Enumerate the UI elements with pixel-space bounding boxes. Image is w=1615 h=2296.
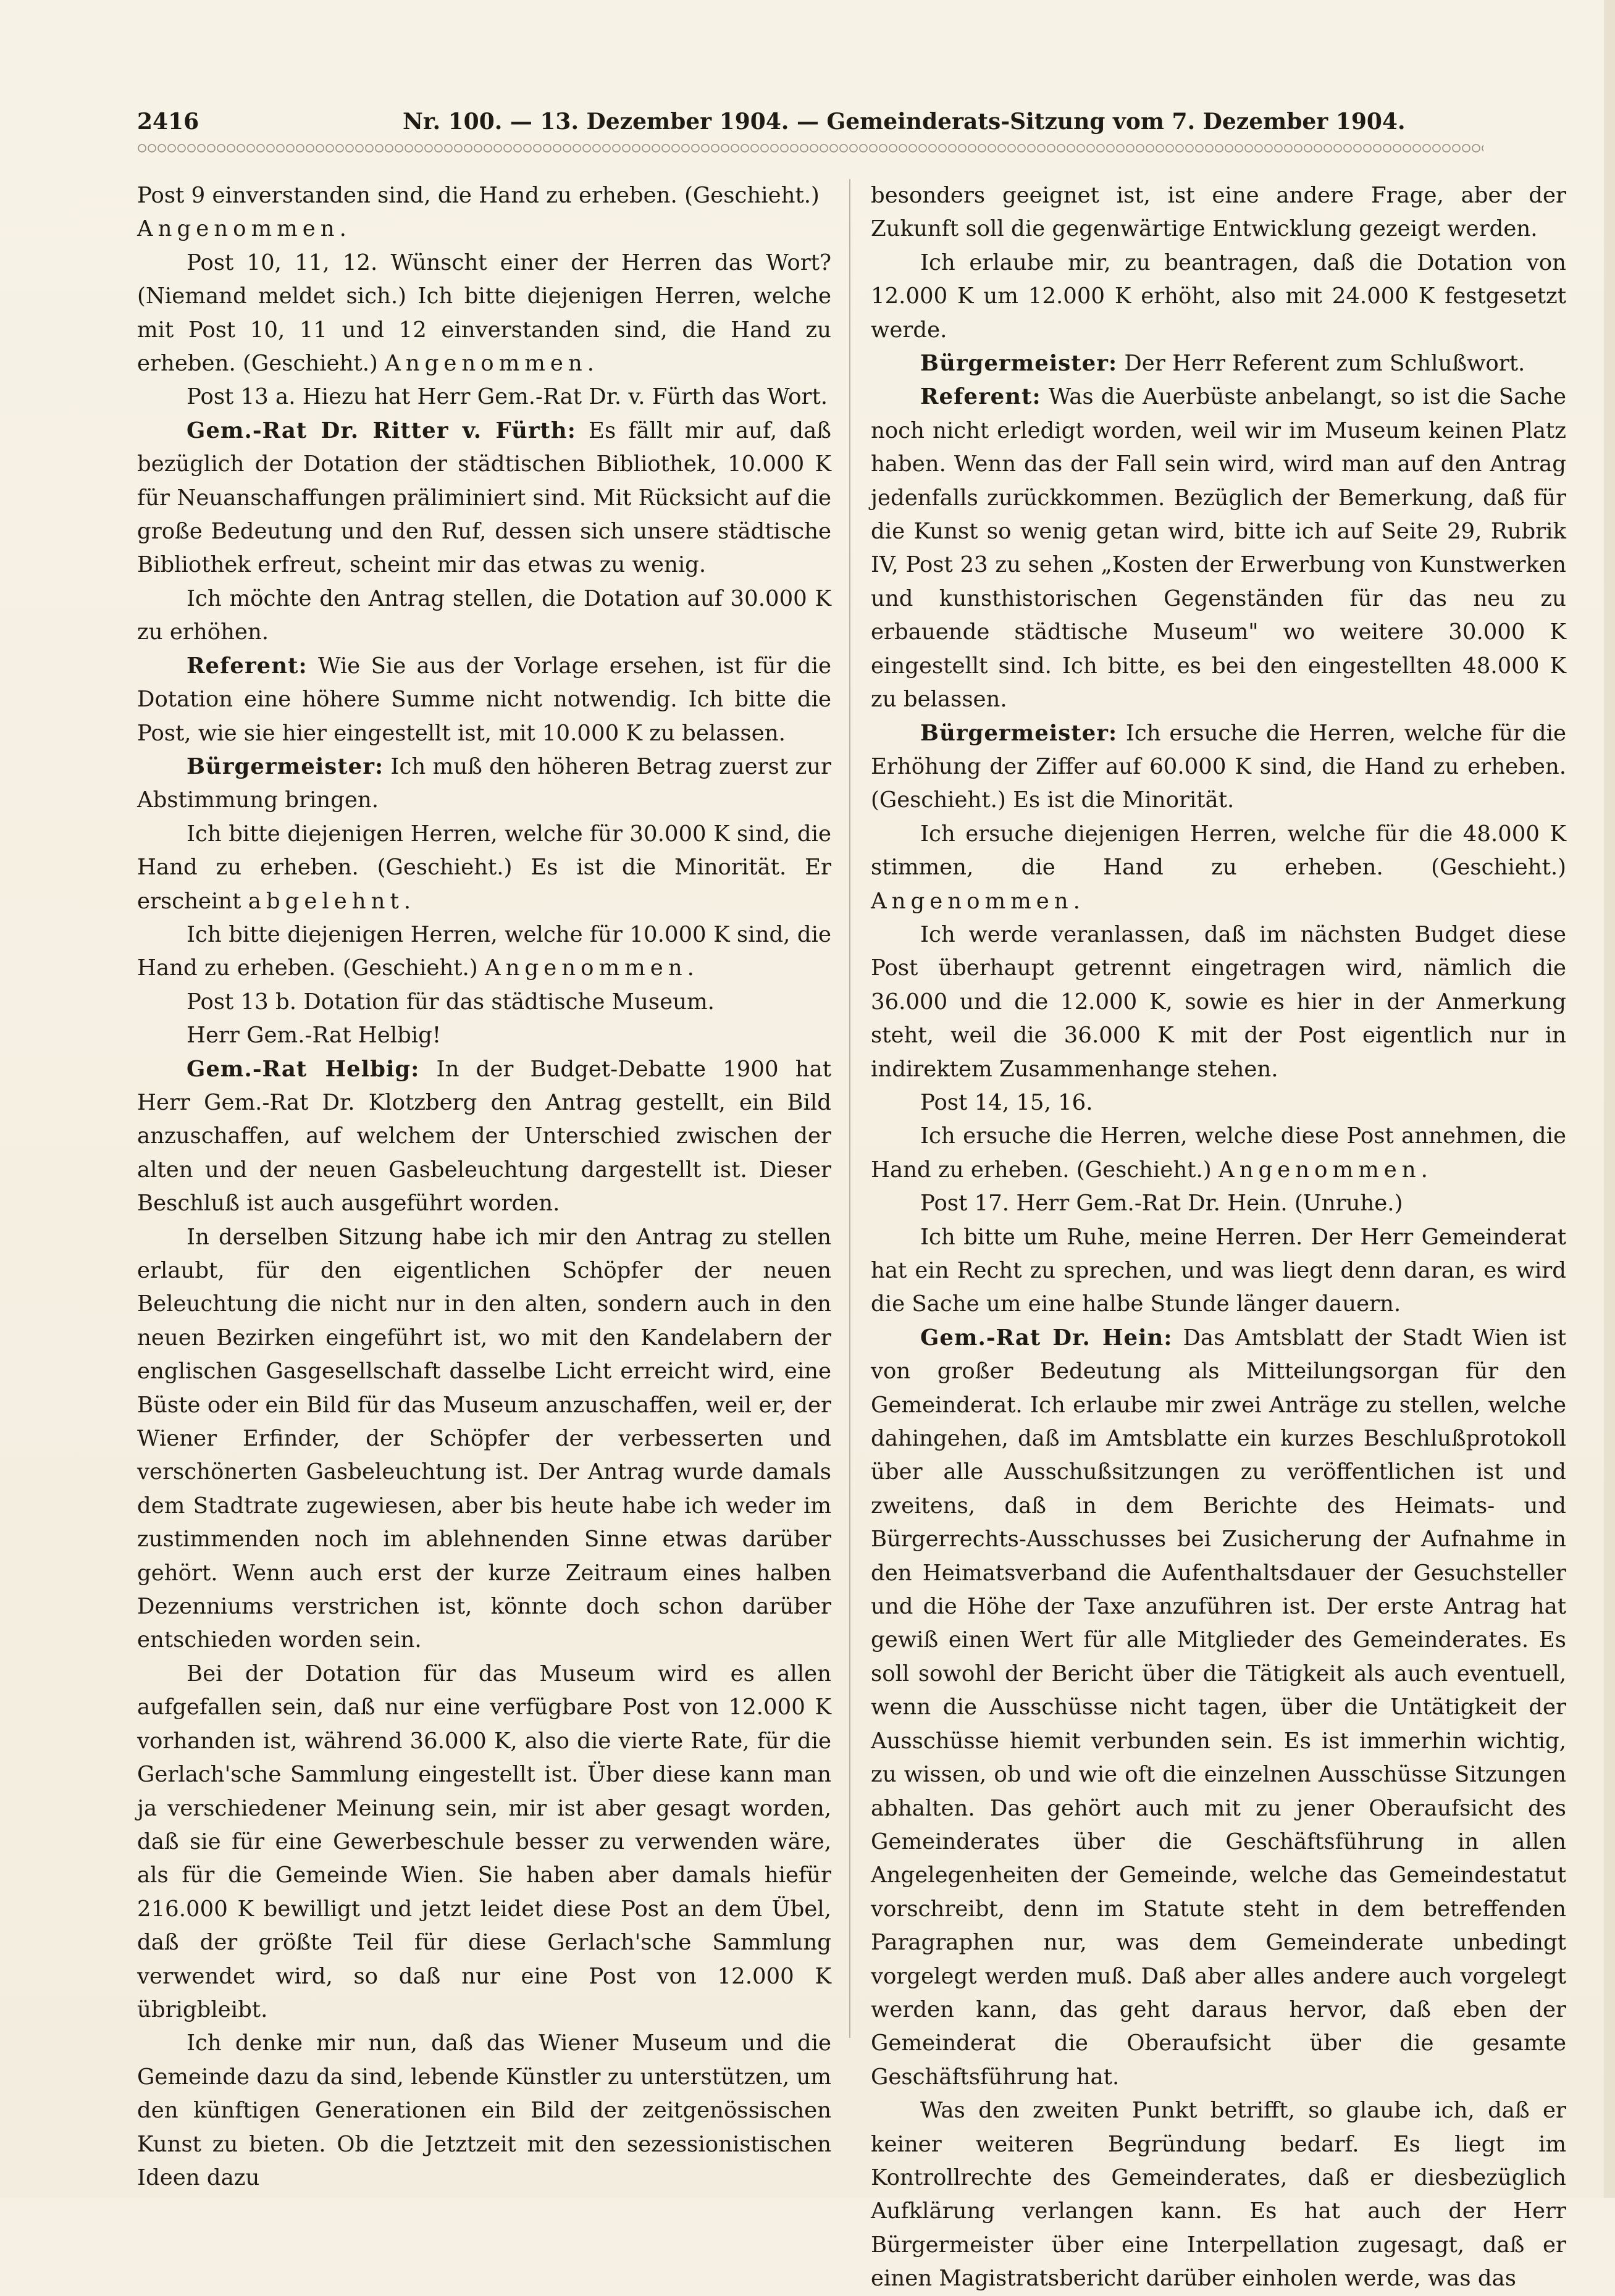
speaker-name: Referent: <box>187 653 308 679</box>
text-paragraph <box>137 818 831 918</box>
paragraph-text: Post 17. Herr Gem.-Rat Dr. Hein. (Unruhe.) <box>920 1191 1403 1217</box>
text-paragraph <box>871 818 1566 918</box>
page-header <box>137 104 1483 141</box>
paragraph-text: Ich erlaube mir, zu beantragen, daß die Dotation von 12.000 K um 12.000 K erhöht, also mit 24.000 K festgesetzt werde. <box>871 249 1566 343</box>
paragraph-text: Wie Sie aus der Vorlage ersehen, ist für die Dotation eine höhere Summe nicht notwendig. Ich bitte die Post, wie sie hier eingestellt ist, mit 10.000 K zu belassen. <box>137 653 831 746</box>
paragraph-text: Ich ersuche die Herren, welche diese Post annehmen, die Hand zu erheben. (Geschieht.) <box>871 1123 1566 1183</box>
text-paragraph <box>871 246 1566 347</box>
text-paragraph <box>137 918 831 986</box>
spaced-emphasis: Angenommen. <box>484 955 699 981</box>
text-paragraph <box>871 2094 1566 2295</box>
paragraph-text: Es fällt mir auf, daß bezüglich der Dotation der städtischen Bibliothek, 10.000 K für Neuanschaffungen präliminiert sind. Mit Rücksicht auf die große Bedeutung und den Ruf, dessen sich unsere städtische Bibliothek erfreut, scheint mir das etwas zu wenig. <box>137 417 832 578</box>
text-paragraph <box>137 380 831 414</box>
text-paragraph <box>871 179 1566 246</box>
speaker-name: Gem.-Rat Helbig: <box>187 1056 420 1082</box>
paragraph-text: Das Amtsblatt der Stadt Wien ist von großer Bedeutung als Mitteilungsorgan für den Gemeinderat. Ich erlaube mir zwei Anträge zu stellen, welche dahingehen, daß im Amtsblatte ein kurzes Beschlußprotokoll über alle Ausschußsitzungen zu veröffentlichen ist und zweitens, daß in dem Berichte des Heimats- und Bürgerrechts-Ausschusses bei Zusicherung der Aufnahme in den Heimatsverband die Aufenthaltsdauer der Gesuchsteller und die Höhe der Taxe anzuführen ist. Der erste Antrag hat gewiß einen Wert für alle Mitglieder des Gemeinderates. Es soll sowohl der Bericht über die Tätigkeit als auch eventuell, wenn die Ausschüsse nicht tagen, über die Untätigkeit der Ausschüsse hiemit verbunden sein. Es ist immerhin wichtig, zu wissen, ob und wie oft die einzelnen Ausschüsse Sitzungen abhalten. Das gehört auch mit zu jener Oberaufsicht des Gemeinderates über die Geschäftsführung in allen Angelegenheiten der Gemeinde, welche das Gemeindestatut vorschreibt, denn im Statute steht in dem betreffenden Paragraphen nur, was dem Gemeinderate unbedingt vorgelegt werden muß. Daß aber alles andere auch vorgelegt werden kann, das geht daraus hervor, daß eben der Gemeinderat die Oberaufsicht über die gesamte Geschäftsführung hat. <box>871 1325 1566 2090</box>
speech-paragraph <box>137 750 831 818</box>
paragraph-text: Ich denke mir nun, daß das Wiener Museum und die Gemeinde dazu da sind, lebende Künstler zu unterstützen, um den künftigen Generationen ein Bild der zeitgenössischen Kunst zu bieten. Ob die Jetztzeit mit den sezessionistischen Ideen dazu <box>137 2030 831 2190</box>
text-paragraph <box>137 1221 831 1657</box>
paragraph-text: besonders geeignet ist, ist eine andere Frage, aber der Zukunft soll die gegenwärtige Entwicklung gezeigt werden. <box>871 183 1566 242</box>
speech-paragraph <box>137 414 831 582</box>
text-paragraph <box>871 918 1566 1086</box>
spaced-emphasis: Angenommen. <box>137 216 351 242</box>
paragraph-text: Ich werde veranlassen, daß im nächsten Budget diese Post überhaupt getrennt eingetragen wird, nämlich die 36.000 und die 12.000 K, sowie es hier in der Anmerkung steht, weil die 36.000 K mit der Post eigentlich nur in indirektem Zusammenhange stehen. <box>871 921 1566 1082</box>
speaker-name: Bürgermeister: <box>920 351 1118 377</box>
text-paragraph <box>137 582 831 650</box>
speaker-name: Bürgermeister: <box>920 720 1118 746</box>
header-wavy-rule <box>137 143 1483 153</box>
page-number: 2416 <box>137 109 199 135</box>
text-paragraph <box>137 986 831 1019</box>
paragraph-text: Ich bitte um Ruhe, meine Herren. Der Herr Gemeinderat hat ein Recht zu sprechen, und was liegt denn daran, es wird die Sache um eine halbe Stunde länger dauern. <box>871 1224 1566 1317</box>
paragraph-text: Ich ersuche die Herren, welche für die Erhöhung der Ziffer auf 60.000 K sind, die Hand zu erheben. (Geschieht.) Es ist die Minorität. <box>871 720 1566 813</box>
paragraph-text: Ich möchte den Antrag stellen, die Dotation auf 30.000 K zu erhöhen. <box>137 585 831 645</box>
text-paragraph <box>137 179 831 212</box>
right-column <box>871 179 1566 2292</box>
speech-paragraph <box>871 380 1566 716</box>
speech-paragraph <box>137 650 831 750</box>
speaker-name: Referent: <box>920 384 1041 410</box>
column-divider <box>849 179 850 2038</box>
paragraph-text: Post 10, 11, 12. Wünscht einer der Herren das Wort? (Niemand meldet sich.) Ich bitte diejenigen Herren, welche mit Post 10, 11 und 12 einverstanden sind, die Hand zu erheben. (Geschieht.) <box>137 249 831 377</box>
text-paragraph <box>137 246 831 381</box>
text-paragraph <box>871 1086 1566 1120</box>
speech-paragraph <box>871 1322 1566 2094</box>
text-paragraph <box>137 1019 831 1052</box>
spaced-emphasis: Angenommen. <box>1218 1157 1433 1183</box>
paragraph-text: Ich ersuche diejenigen Herren, welche für die 48.000 K stimmen, die Hand zu erheben. (Geschieht.) <box>871 821 1566 881</box>
paragraph-text: Was den zweiten Punkt betrifft, so glaube ich, daß er keiner weiteren Begründung bedarf. Es liegt im Kontrollrechte des Gemeinderates, daß er diesbezüglich Aufklärung verlangen kann. Es hat auch der Herr Bürgermeister über eine Interpellation zugesagt, daß er einen Magistratsbericht darüber einholen werde, was das <box>871 2098 1566 2292</box>
page-header-title: Nr. 100. — 13. Dezember 1904. — Gemeinderats-Sitzung vom 7. Dezember 1904. <box>403 109 1406 135</box>
paragraph-text: In der Budget-Debatte 1900 hat Herr Gem.-Rat Dr. Klotzberg den Antrag gestellt, ein Bild anzuschaffen, auf welchem der Unterschied zwischen der alten und der neuen Gasbeleuchtung dargestellt ist. Dieser Beschluß ist auch ausgeführt worden. <box>137 1056 831 1217</box>
paragraph-text: Bei der Dotation für das Museum wird es allen aufgefallen sein, daß nur eine verfügbare Post von 12.000 K vorhanden ist, während 36.000 K, also die vierte Rate, für die Gerlach'sche Sammlung eingestellt ist. Über diese kann man ja verschiedener Meinung sein, mir ist aber gesagt worden, daß sie für eine Gewerbeschule besser zu verwenden wäre, als für die Gemeinde Wien. Sie haben aber damals hiefür 216.000 K bewilligt und jetzt leidet diese Post an dem Übel, daß der größte Teil für diese Gerlach'sche Sammlung verwendet wird, so daß nur eine Post von 12.000 K übrigbleibt. <box>137 1661 831 2022</box>
paragraph-text: Was die Auerbüste anbelangt, so ist die Sache noch nicht erledigt worden, weil wir im Museum keinen Platz haben. Wenn das der Fall sein wird, wird man auf den Antrag jedenfalls zurückkommen. Bezüglich der Bemerkung, daß für die Kunst so wenig getan wird, bitte ich auf Seite 29, Rubrik IV, Post 23 zu sehen „Kosten der Erwerbung von Kunstwerken und kunsthistorischen Gegenständen für das neu zu erbauende städtische Museum" wo weitere 30.000 K eingestellt sind. Ich bitte, es bei den eingestellten 48.000 K zu belassen. <box>871 384 1566 713</box>
text-paragraph <box>871 1120 1566 1187</box>
speaker-name: Bürgermeister: <box>187 753 384 779</box>
left-column <box>137 179 832 2190</box>
spaced-emphasis: Angenommen. <box>871 888 1085 914</box>
page-edge <box>1604 0 1615 2198</box>
speaker-name: Gem.-Rat Dr. Hein: <box>920 1325 1173 1351</box>
paragraph-text: Herr Gem.-Rat Helbig! <box>187 1023 442 1049</box>
paragraph-text: In derselben Sitzung habe ich mir den Antrag zu stellen erlaubt, für den eigentlichen Schöpfer der neuen Beleuchtung die nicht nur in den alten, sondern auch in den neuen Bezirken eingeführt ist, wo mit den Kandelabern der englischen Gasgesellschaft dasselbe Licht erreicht wird, eine Büste oder ein Bild für das Museum anzuschaffen, weil er, der Wiener Erfinder, der Schöpfer der verbesserten und verschönerten Gasbeleuchtung ist. Der Antrag wurde damals dem Stadtrate zugewiesen, aber bis heute habe ich weder im zustimmenden noch im ablehnenden Sinne etwas darüber gehört. Wenn auch erst der kurze Zeitraum eines halben Dezenniums verstrichen ist, könnte doch schon darüber entschieden worden sein. <box>137 1224 831 1653</box>
spaced-emphasis: Angenommen. <box>385 351 600 377</box>
text-paragraph <box>137 2027 831 2195</box>
speech-paragraph <box>871 717 1566 818</box>
paragraph-text: Ich bitte diejenigen Herren, welche für 10.000 K sind, die Hand zu erheben. (Geschieht.) <box>137 921 831 981</box>
speaker-name: Gem.-Rat Dr. Ritter v. Fürth: <box>187 417 576 443</box>
paragraph-text: Der Herr Referent zum Schlußwort. <box>1124 351 1525 377</box>
speech-paragraph <box>137 1053 831 1221</box>
paragraph-text: Post 13 a. Hiezu hat Herr Gem.-Rat Dr. v. Fürth das Wort. <box>187 384 828 410</box>
paragraph-text: Post 13 b. Dotation für das städtische Museum. <box>187 989 715 1015</box>
text-paragraph <box>871 1187 1566 1220</box>
text-paragraph <box>137 212 831 246</box>
text-paragraph <box>137 1657 831 2027</box>
speech-paragraph <box>871 347 1566 380</box>
paragraph-text: Post 9 einverstanden sind, die Hand zu erheben. (Geschieht.) <box>137 183 820 208</box>
paragraph-text: Ich muß den höheren Betrag zuerst zur Abstimmung bringen. <box>137 753 831 813</box>
paragraph-text: Ich bitte diejenigen Herren, welche für 30.000 K sind, die Hand zu erheben. (Geschieht.) Es ist die Minorität. Er erscheint <box>137 821 831 914</box>
text-paragraph <box>871 1221 1566 1322</box>
paragraph-text: Post 14, 15, 16. <box>920 1089 1093 1115</box>
spaced-emphasis: abgelehnt. <box>248 888 416 914</box>
